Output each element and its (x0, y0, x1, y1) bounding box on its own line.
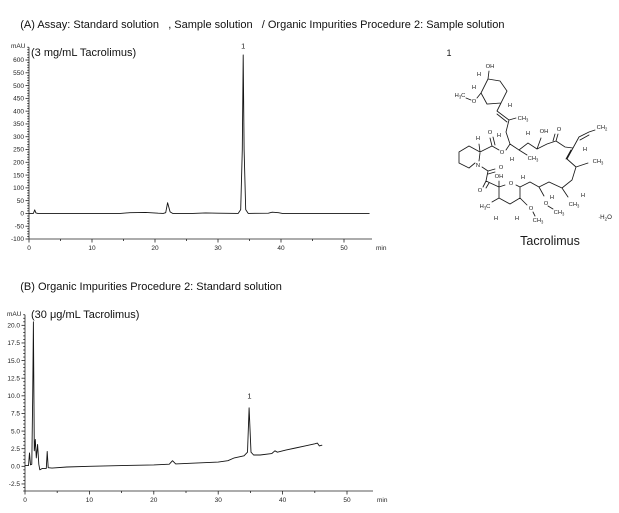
chromatogram-b-chart (5, 298, 395, 513)
tacrolimus-structure (398, 40, 619, 255)
atom-label: H (520, 175, 526, 181)
atom-label: $CH_3$ (527, 156, 539, 163)
y-tick-label: -2.5 (8, 481, 20, 489)
x-tick-label: 30 (214, 497, 222, 504)
atom-label: H (507, 103, 513, 109)
atom-label: O (508, 181, 514, 187)
atom-label: $CH_3$ (517, 116, 529, 123)
peak-annotation: 1 (241, 41, 246, 51)
y-tick-label: 0 (20, 210, 24, 218)
atom-label: Tacrolimus (520, 234, 580, 248)
x-tick-label: 20 (151, 245, 159, 252)
atom-label: O (471, 99, 477, 105)
x-tick-label: 0 (27, 245, 31, 252)
y-tick-label: 300 (13, 133, 24, 141)
y-tick-label: 15.0 (7, 357, 20, 365)
atom-label: H (493, 216, 499, 222)
y-tick-label: 150 (13, 172, 24, 180)
x-tick-label: 10 (88, 245, 96, 252)
atom-label: H (476, 72, 482, 78)
y-tick-label: 50 (16, 197, 24, 205)
atom-label: O (528, 206, 534, 212)
atom-label: H (475, 136, 481, 142)
atom-label: $CH_3$ (568, 202, 580, 209)
y-axis-unit: mAU (7, 310, 22, 318)
y-tick-label: 200 (13, 159, 24, 167)
atom-label: $H_3C$ (479, 204, 491, 211)
atom-label: O (487, 130, 493, 136)
y-tick-label: 400 (13, 108, 24, 116)
x-tick-label: 50 (343, 497, 351, 504)
atom-label: 1 (446, 48, 452, 58)
atom-label: $CH_3$ (532, 218, 544, 225)
y-tick-label: 12.5 (7, 375, 20, 383)
y-tick-label: 7.5 (10, 410, 20, 418)
x-axis-unit: min (376, 245, 387, 252)
x-tick-label: 50 (340, 245, 348, 252)
atom-label: OH (539, 129, 549, 135)
panel-a-title-line1: (A) Assay: Standard solution , Sample solution / Organic Impurities Procedure 2: Sample solution (20, 19, 505, 31)
y-tick-label: 500 (13, 82, 24, 90)
atom-label: H (549, 195, 555, 201)
atom-label: H (509, 157, 515, 163)
axes (11, 47, 372, 252)
axes (7, 315, 373, 504)
atom-label: $H_3C$ (454, 93, 466, 100)
y-tick-label: 550 (13, 69, 24, 77)
y-tick-label: 17.5 (7, 340, 20, 348)
chromatogram-a-chart (5, 38, 395, 253)
y-tick-label: 100 (13, 185, 24, 193)
atom-label: $\cdot H_2O$ (598, 214, 612, 222)
x-tick-label: 20 (150, 497, 158, 504)
y-tick-label: 20.0 (7, 322, 20, 330)
x-tick-label: 0 (23, 497, 27, 504)
atom-label: H (525, 131, 531, 137)
atom-label: O (556, 127, 562, 133)
atom-label: $CH_3$ (553, 210, 565, 217)
panel-a-title-line2: (3 mg/mL Tacrolimus) (31, 47, 137, 59)
x-axis-unit: min (377, 497, 388, 504)
y-tick-label: 350 (13, 121, 24, 129)
y-tick-label: 600 (13, 57, 24, 65)
atom-label: H (514, 216, 520, 222)
peak-annotation: 1 (247, 391, 252, 401)
x-tick-label: 40 (277, 245, 285, 252)
atom-label: H (582, 147, 588, 153)
y-axis-unit: mAU (11, 43, 26, 51)
atom-label: O (499, 150, 505, 156)
panel-b-title-line2: (30 μg/mL Tacrolimus) (31, 309, 140, 321)
y-tick-label: 10.0 (7, 393, 20, 401)
structure-bonds (459, 71, 595, 216)
panel-b-title-line1: (B) Organic Impurities Procedure 2: Standard solution (20, 281, 282, 293)
y-tick-label: 2.5 (10, 445, 20, 453)
y-tick-label: -100 (10, 236, 24, 244)
x-tick-label: 10 (85, 497, 94, 504)
structure-atom-labels (446, 48, 612, 248)
x-tick-label: 40 (278, 497, 287, 504)
atom-label: O (498, 165, 504, 171)
atom-label: H (580, 193, 586, 199)
y-tick-label: 450 (13, 95, 24, 103)
atom-label: $CH_2$ (596, 125, 608, 132)
y-tick-label: -50 (14, 223, 24, 231)
atom-label: H (471, 85, 477, 91)
atom-label: O (543, 201, 549, 207)
atom-label: N (475, 163, 481, 169)
chromatogram-trace (29, 55, 369, 214)
y-tick-label: 0.0 (10, 463, 20, 471)
chromatogram-trace (25, 322, 322, 470)
atom-label: OH (485, 64, 495, 70)
atom-label: OH (494, 174, 504, 180)
y-tick-label: 5.0 (10, 428, 20, 436)
y-tick-label: 250 (13, 146, 24, 154)
atom-label: H (496, 133, 502, 139)
atom-label: O (477, 188, 483, 194)
x-tick-label: 30 (214, 245, 222, 252)
atom-label: $CH_3$ (592, 159, 604, 166)
